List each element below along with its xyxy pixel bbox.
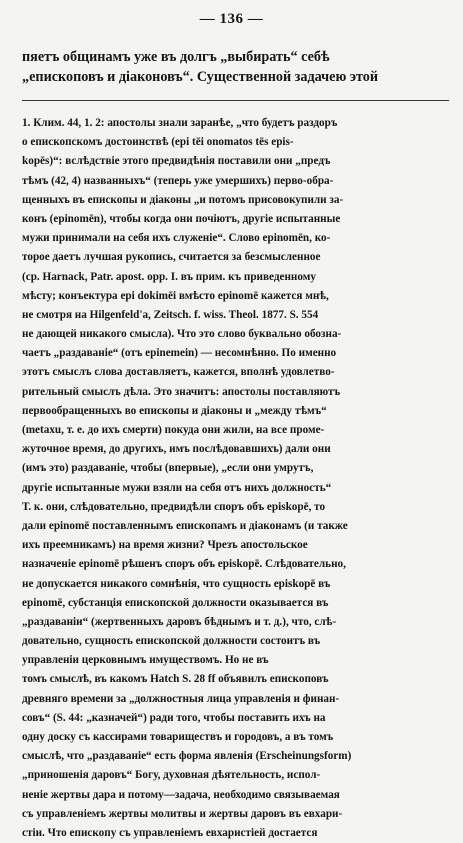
footnote-text bbox=[22, 114, 449, 843]
footnote-line: этотъ смыслъ слова доставляетъ, кажется, вполнѣ удовлетво- bbox=[22, 366, 335, 379]
footnote-line: древняго времени за „должностныя лица управленія и финан- bbox=[22, 692, 340, 705]
footnote-line: первообращенныхъ во епископы и діаконы и „между тѣмъ“ bbox=[22, 404, 327, 417]
footnote-separator bbox=[22, 100, 449, 101]
footnote-line: (ср. Harnack, Patr. apost. opp. I. въ прим. къ приведенному bbox=[22, 270, 316, 283]
footnote-line: kopēs)“: вслѣдствіе этого предвидѣнія поставили они „предъ bbox=[22, 155, 331, 168]
footnote-line: мужи принимали на себя ихъ служеніе“. Слово epinomēn, ко- bbox=[22, 232, 331, 245]
footnote-line: дали epinomē поставленнымъ епископамъ и діаконамъ (и также bbox=[22, 519, 348, 532]
footnote-line: „раздаваніи“ (жертвенныхъ даровъ бѣднымъ и т. д.), что, слѣ- bbox=[22, 615, 337, 628]
footnote-line: не допускается никакого сомнѣнія, что сущность episkopē въ bbox=[22, 577, 331, 590]
page-number: — 136 — bbox=[199, 11, 264, 27]
footnote-line: (metaxu, т. е. до ихъ смерти) покуда они жили, на все проме- bbox=[22, 424, 325, 436]
footnote-line: ихъ преемникамъ) на время жизни? Чрезъ апостольское bbox=[22, 539, 308, 552]
footnote-line: смыслѣ, что „раздаваніе“ есть форма явленія (Erscheinungsform) bbox=[22, 750, 352, 763]
footnote-line: стіи. Что епископу съ управленіемъ евхаристіей достается bbox=[22, 826, 318, 839]
footnote-line: о епископскомъ достоинствѣ (epi tēi onomatos tēs epis- bbox=[22, 136, 294, 149]
footnote-line: совъ“ (S. 44: „казначей“) ради того, чтобы поставить ихъ на bbox=[22, 711, 326, 724]
footnote-line: томъ смыслѣ, въ какомъ Hatch S. 28 ff объявилъ епископовъ bbox=[22, 673, 329, 686]
footnote-line: жуточное время, до другихъ, имъ послѣдовавшихъ) дали они bbox=[22, 443, 331, 456]
footnote-line: неніе жертвы дара и потому—задача, необходимо связываемая bbox=[22, 788, 340, 801]
footnote-line: чаетъ „раздаваніе“ (отъ epinemein) — несомнѣнно. По именно bbox=[22, 347, 337, 360]
footnote-line: не дающей никакого смысла). Что это слово буквально обозна- bbox=[22, 328, 342, 341]
footnote-line: (имъ это) раздаваніе, чтобы (впервые), „если они умрутъ, bbox=[22, 462, 314, 475]
footnote-line: щенныхъ въ епископы и діаконы „и потомъ присовокупили за- bbox=[22, 193, 344, 206]
footnote-line: съ управленіемъ жертвы молитвы и жертвы даровъ въ евхари- bbox=[22, 807, 343, 820]
body-line: пяетъ общинамъ уже въ долгъ „выбирать“ себѣ bbox=[22, 49, 330, 65]
footnote-line: довательно, сущность епископской должности состоитъ въ bbox=[22, 635, 321, 648]
footnote-line: „приношенія даровъ“ Богу, духовная дѣятельность, испол- bbox=[22, 769, 321, 782]
footnote-line: epinomē, субстанція епископской должности оказывается въ bbox=[22, 596, 329, 609]
footnote-line: управленіи церковнымъ имуществомъ. Но не въ bbox=[22, 654, 269, 667]
footnote-line: конъ (epinomēn), чтобы когда они почіютъ, другіе испытанные bbox=[22, 212, 341, 225]
footnote-line: Т. к. они, слѣдовательно, предвидѣли споръ объ episkopē, то bbox=[22, 500, 326, 513]
footnote-line: рительный смыслъ дѣла. Это значитъ: апостолы поставляютъ bbox=[22, 385, 341, 398]
footnote-line: 1. Клим. 44, 1. 2: апостолы знали заранѣе, „что будетъ раздоръ bbox=[22, 117, 338, 129]
body-text bbox=[22, 47, 449, 87]
footnote-line: торое даетъ лучшая рукопись, считается за безсмысленное bbox=[22, 251, 321, 264]
footnote-line: мѣсту; конъектура epi dokimēi вмѣсто epinomē кажется мнѣ, bbox=[22, 289, 329, 302]
footnote-line: одну доску съ кассирами товариществъ и городовъ, а въ томъ bbox=[22, 731, 334, 743]
footnote-line: тѣмъ (42, 4) названныхъ“ (теперь уже умершихъ) перво-обра- bbox=[22, 174, 334, 187]
footnote-line: не смотря на Hilgenfeld'a, Zeitsch. f. wiss. Theol. 1877. S. 554 bbox=[22, 308, 319, 321]
footnote-line: назначеніе epinomē рѣшенъ споръ объ episkopē. Слѣдовательно, bbox=[22, 558, 346, 571]
body-line: „епископовъ и діаконовъ“. Существенной задачею этой bbox=[22, 69, 379, 85]
footnote-line: другіе испытанные мужи взяли на себя отъ нихъ должность“ bbox=[22, 481, 332, 494]
